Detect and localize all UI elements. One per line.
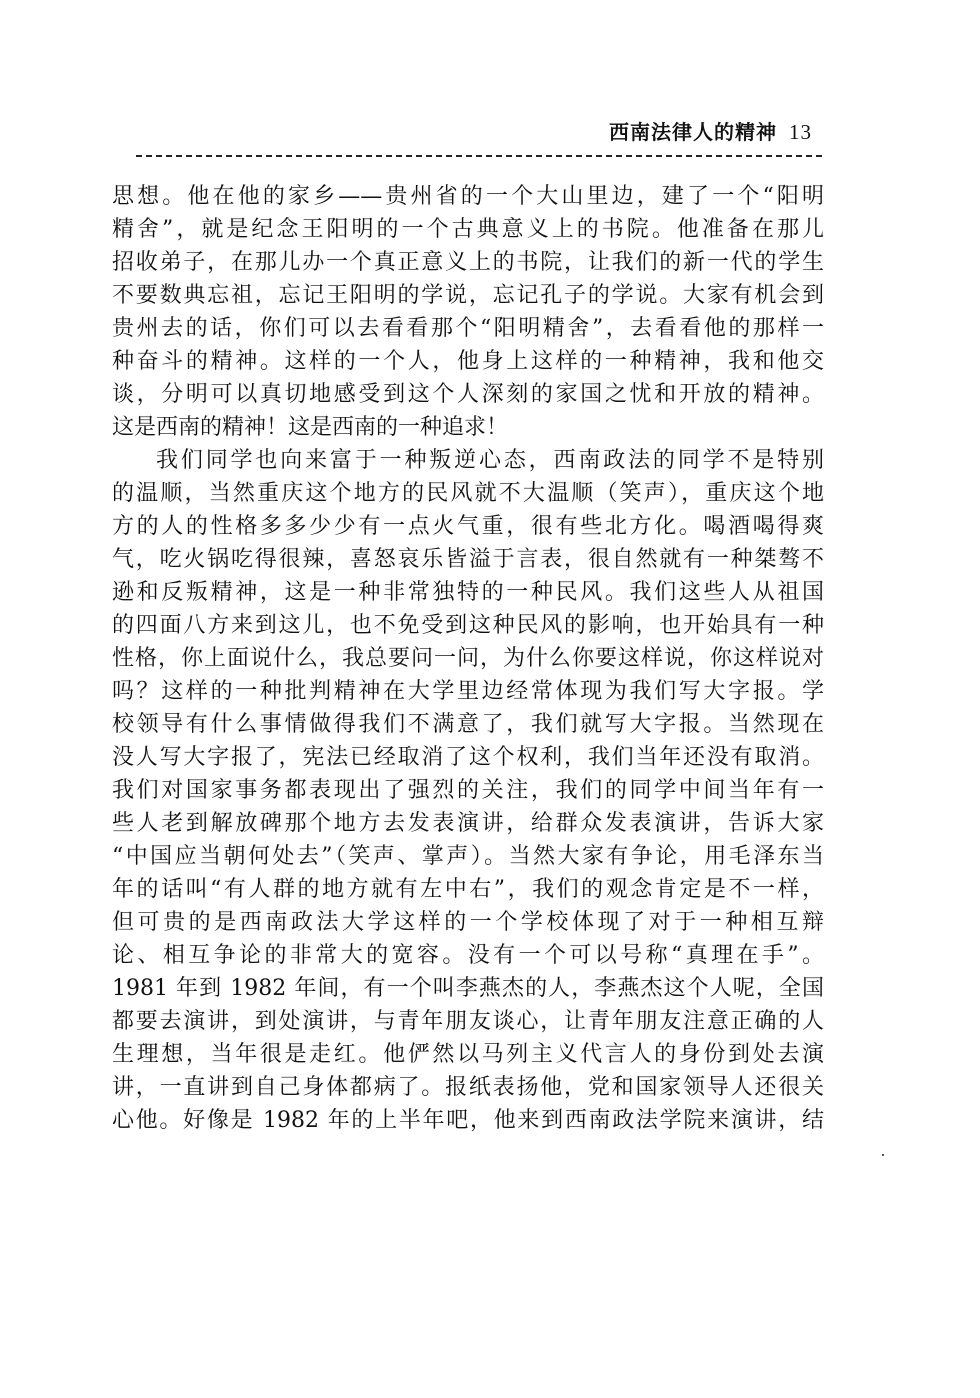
text-line: 谈，分明可以真切地感受到这个人深刻的家国之忧和开放的精神。 xyxy=(112,382,824,407)
text-line: 没人写大字报了，宪法已经取消了这个权利，我们当年还没有取消。 xyxy=(112,745,824,770)
text-line: “中国应当朝何处去”（笑声、掌声）。当然大家有争论，用毛泽东当 xyxy=(112,844,824,869)
running-header xyxy=(609,116,812,145)
text-line: 性格，你上面说什么，我总要问一问，为什么你要这样说，你这样说对 xyxy=(112,646,824,671)
text-line: 气，吃火锅吃得很辣，喜怒哀乐皆溢于言表，很自然就有一种桀骜不 xyxy=(112,547,824,572)
text-line: 种奋斗的精神。这样的一个人，他身上这样的一种精神，我和他交 xyxy=(112,349,824,374)
running-title: 西南法律人的精神 xyxy=(609,120,777,144)
text-line: 我们对国家事务都表现出了强烈的关注，我们的同学中间当年有一 xyxy=(112,778,824,803)
text-line: 贵州去的话，你们可以去看看那个“阳明精舍”，去看看他的那样一 xyxy=(112,316,824,341)
text-line: 吗？这样的一种批判精神在大学里边经常体现为我们写大字报。学 xyxy=(112,679,824,704)
text-line: 讲，一直讲到自己身体都病了。报纸表扬他，党和国家领导人还很关 xyxy=(112,1075,824,1100)
text-line: 心他。好像是 1982 年的上半年吧，他来到西南政法学院来演讲，结 xyxy=(112,1108,824,1133)
page-number: 13 xyxy=(789,120,812,144)
text-line: 生理想，当年很是走红。他俨然以马列主义代言人的身份到处去演 xyxy=(112,1042,824,1067)
text-line: 我们同学也向来富于一种叛逆心态，西南政法的同学不是特别 xyxy=(156,448,824,473)
text-line: 逊和反叛精神，这是一种非常独特的一种民风。我们这些人从祖国 xyxy=(112,580,824,605)
text-line: 些人老到解放碑那个地方去发表演讲，给群众发表演讲，告诉大家 xyxy=(112,811,824,836)
text-line: 论、相互争论的非常大的宽容。没有一个可以号称“真理在手”。 xyxy=(112,943,824,968)
text-line: 1981 年到 1982 年间，有一个叫李燕杰的人，李燕杰这个人呢，全国 xyxy=(112,976,824,1001)
text-line: 的温顺，当然重庆这个地方的民风就不大温顺（笑声），重庆这个地 xyxy=(112,481,824,506)
text-line: 招收弟子，在那儿办一个真正意义上的书院，让我们的新一代的学生 xyxy=(112,250,824,275)
scan-speck xyxy=(882,1154,884,1156)
text-line: 这是西南的精神！这是西南的一种追求！ xyxy=(112,415,509,440)
text-line: 但可贵的是西南政法大学这样的一个学校体现了对于一种相互辩 xyxy=(112,910,824,935)
text-line: 思想。他在他的家乡——贵州省的一个大山里边，建了一个“阳明 xyxy=(112,184,824,209)
text-line: 的四面八方来到这儿，也不免受到这种民风的影响，也开始具有一种 xyxy=(112,613,824,638)
text-line: 精舍”，就是纪念王阳明的一个古典意义上的书院。他准备在那儿 xyxy=(112,217,824,242)
text-line: 不要数典忘祖，忘记王阳明的学说，忘记孔子的学说。大家有机会到 xyxy=(112,283,824,308)
body-text xyxy=(112,180,824,1137)
header-rule xyxy=(136,155,822,157)
text-line: 方的人的性格多多少少有一点火气重，很有些北方化。喝酒喝得爽 xyxy=(112,514,824,539)
text-line: 年的话叫“有人群的地方就有左中右”，我们的观念肯定是不一样， xyxy=(112,877,824,902)
text-line: 都要去演讲，到处演讲，与青年朋友谈心，让青年朋友注意正确的人 xyxy=(112,1009,824,1034)
text-line: 校领导有什么事情做得我们不满意了，我们就写大字报。当然现在 xyxy=(112,712,824,737)
